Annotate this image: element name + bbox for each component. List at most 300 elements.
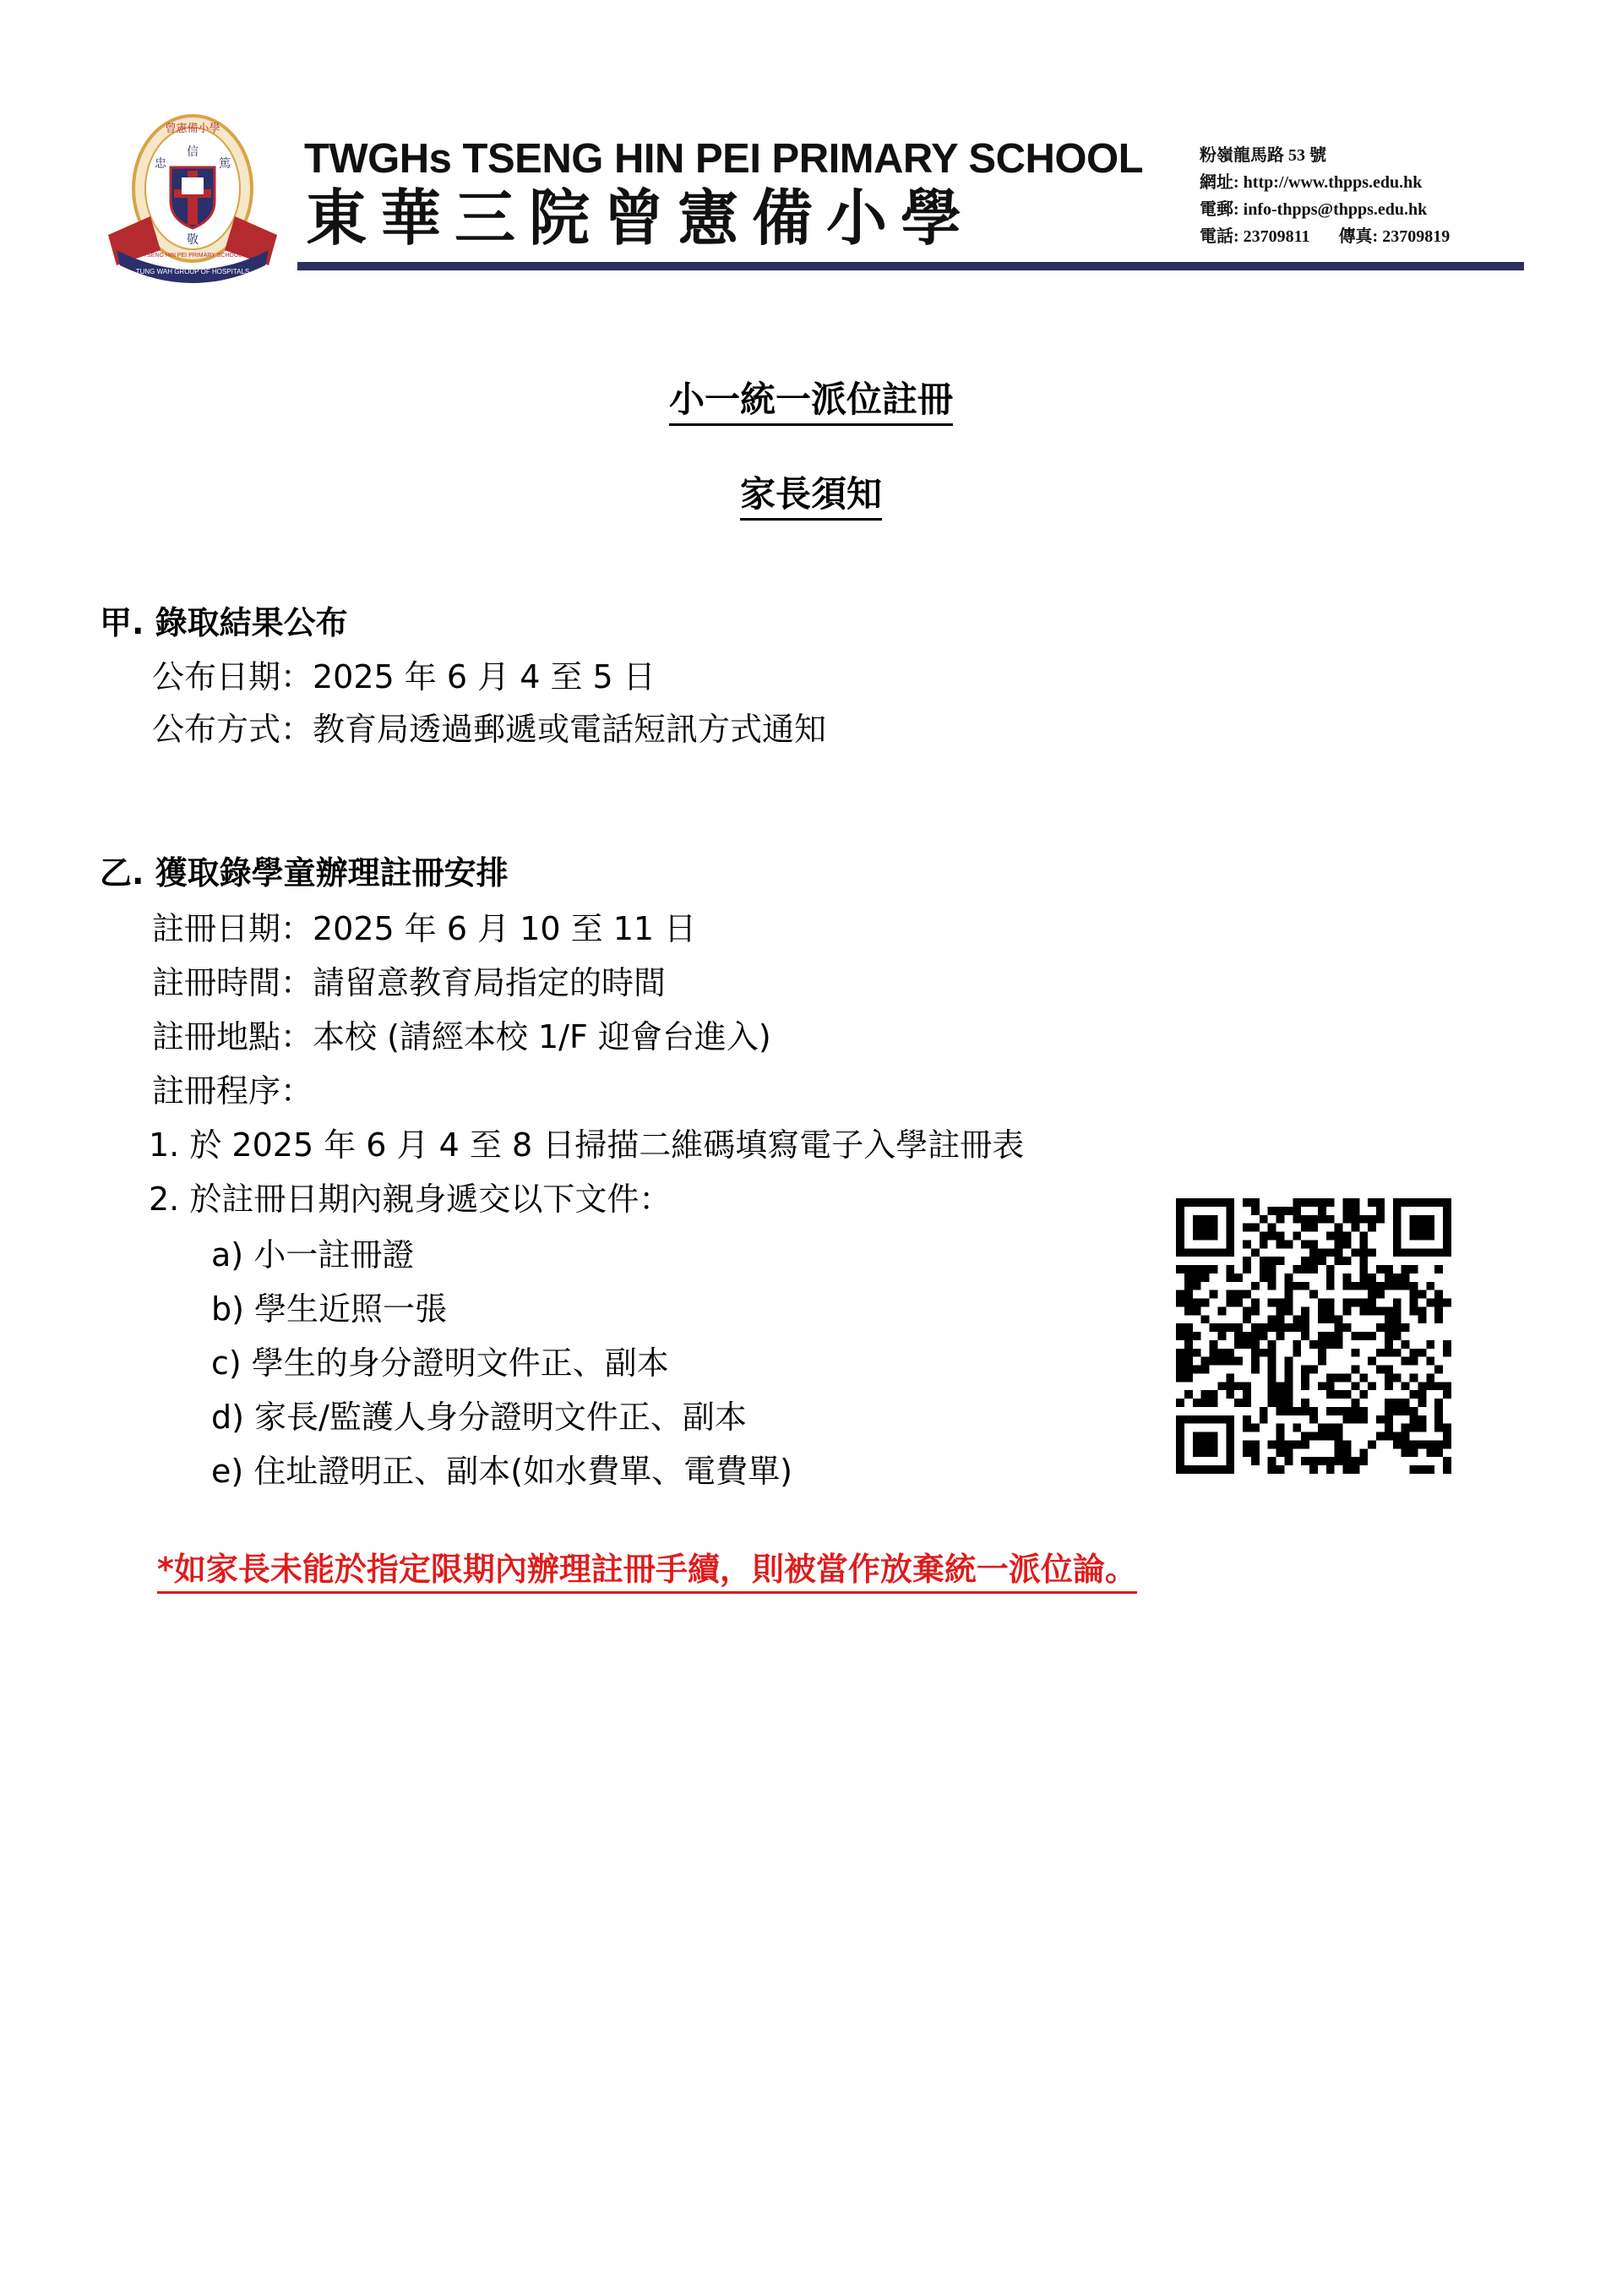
qr-module (1251, 1332, 1260, 1340)
qr-module (1443, 1232, 1451, 1241)
qr-module (1251, 1224, 1260, 1232)
qr-module (1284, 1366, 1293, 1374)
qr-module (1418, 1390, 1426, 1399)
qr-module (1201, 1432, 1210, 1441)
qr-module (1402, 1248, 1410, 1257)
crest-char-4: 敬 (187, 233, 199, 247)
qr-module (1243, 1240, 1251, 1248)
qr-module (1210, 1390, 1218, 1399)
qr-module (1426, 1282, 1434, 1290)
qr-module (1359, 1390, 1368, 1399)
qr-module (1284, 1282, 1293, 1290)
qr-module (1176, 1415, 1184, 1424)
qr-module (1343, 1373, 1352, 1382)
section-b-line: 註冊地點：本校 (請經本校 1/F 迎會台進入) (152, 1018, 771, 1055)
qr-module (1318, 1457, 1326, 1465)
qr-module (1260, 1273, 1268, 1282)
qr-module (1226, 1440, 1234, 1448)
section-a-line: 公布日期：2025 年 6 月 4 至 5 日 (152, 658, 656, 695)
qr-module (1309, 1265, 1318, 1273)
qr-module (1335, 1373, 1343, 1382)
qr-module (1210, 1415, 1218, 1424)
qr-module (1301, 1332, 1309, 1340)
qr-module (1243, 1390, 1251, 1399)
qr-module (1385, 1407, 1393, 1415)
page-subtitle (0, 466, 1622, 517)
qr-module (1201, 1440, 1210, 1448)
qr-module (1268, 1315, 1276, 1323)
qr-module (1276, 1440, 1285, 1448)
qr-module (1193, 1366, 1201, 1374)
qr-module (1351, 1366, 1359, 1374)
qr-module (1268, 1299, 1276, 1307)
qr-module (1193, 1440, 1201, 1448)
qr-module (1293, 1340, 1301, 1349)
qr-module (1385, 1399, 1393, 1407)
qr-module (1393, 1198, 1402, 1207)
qr-module (1193, 1432, 1201, 1441)
qr-module (1201, 1248, 1210, 1257)
qr-module (1268, 1340, 1276, 1349)
qr-module (1318, 1432, 1326, 1441)
qr-module (1243, 1382, 1251, 1390)
qr-module (1260, 1265, 1268, 1273)
qr-module (1343, 1232, 1352, 1241)
registration-qr-code (1176, 1198, 1451, 1474)
qr-module (1309, 1407, 1318, 1415)
qr-module (1251, 1340, 1260, 1349)
qr-module (1184, 1282, 1193, 1290)
qr-module (1434, 1265, 1443, 1273)
qr-module (1309, 1224, 1318, 1232)
qr-module (1326, 1407, 1335, 1415)
qr-module (1210, 1215, 1218, 1224)
qr-module (1393, 1315, 1402, 1323)
qr-module (1226, 1207, 1234, 1215)
qr-module (1335, 1332, 1343, 1340)
qr-module (1293, 1198, 1301, 1207)
qr-module (1376, 1349, 1385, 1357)
qr-module (1402, 1340, 1410, 1349)
qr-module (1276, 1424, 1285, 1432)
qr-module (1268, 1357, 1276, 1366)
qr-module (1184, 1390, 1193, 1399)
qr-module (1251, 1357, 1260, 1366)
qr-module (1184, 1415, 1193, 1424)
qr-module (1402, 1432, 1410, 1441)
qr-module (1368, 1273, 1376, 1282)
qr-module (1335, 1340, 1343, 1349)
qr-module (1385, 1415, 1393, 1424)
qr-module (1318, 1306, 1326, 1315)
qr-module (1393, 1248, 1402, 1257)
qr-module (1376, 1198, 1385, 1207)
qr-module (1251, 1440, 1260, 1448)
crest-banner-text: TUNG WAH GROUP OF HOSPITALS (135, 268, 250, 275)
qr-module (1176, 1448, 1184, 1457)
qr-module (1326, 1265, 1335, 1273)
qr-module (1284, 1273, 1293, 1282)
qr-module (1276, 1382, 1285, 1390)
qr-module (1260, 1232, 1268, 1241)
qr-module (1201, 1465, 1210, 1474)
qr-module (1443, 1299, 1451, 1307)
qr-module (1410, 1265, 1418, 1273)
qr-module (1234, 1299, 1243, 1307)
qr-module (1176, 1332, 1184, 1340)
qr-module (1309, 1457, 1318, 1465)
qr-module (1385, 1282, 1393, 1290)
qr-module (1226, 1198, 1234, 1207)
qr-module (1176, 1366, 1184, 1374)
qr-module (1326, 1424, 1335, 1432)
qr-module (1343, 1273, 1352, 1282)
qr-module (1376, 1323, 1385, 1332)
qr-module (1443, 1248, 1451, 1257)
qr-module (1309, 1198, 1318, 1207)
qr-module (1359, 1265, 1368, 1273)
qr-module (1393, 1273, 1402, 1282)
qr-module (1226, 1240, 1234, 1248)
qr-module (1326, 1465, 1335, 1474)
qr-module (1351, 1415, 1359, 1424)
qr-module (1201, 1273, 1210, 1282)
qr-module (1309, 1257, 1318, 1265)
qr-module (1410, 1373, 1418, 1382)
qr-module (1176, 1299, 1184, 1307)
qr-module (1217, 1357, 1226, 1366)
qr-module (1309, 1432, 1318, 1441)
qr-module (1434, 1415, 1443, 1424)
qr-module (1193, 1273, 1201, 1282)
qr-module (1276, 1315, 1285, 1323)
qr-module (1276, 1465, 1285, 1474)
qr-module (1226, 1415, 1234, 1424)
qr-module (1226, 1432, 1234, 1441)
qr-module (1251, 1306, 1260, 1315)
qr-module (1243, 1332, 1251, 1340)
qr-module (1284, 1440, 1293, 1448)
deadline-warning (157, 1543, 1137, 1590)
qr-module (1343, 1415, 1352, 1424)
qr-module (1318, 1424, 1326, 1432)
qr-module (1184, 1349, 1193, 1357)
qr-module (1359, 1232, 1368, 1241)
qr-module (1309, 1240, 1318, 1248)
qr-module (1268, 1366, 1276, 1374)
qr-module (1351, 1282, 1359, 1290)
qr-module (1210, 1290, 1218, 1299)
qr-module (1234, 1332, 1243, 1340)
procedure-step: 1. 於 2025 年 6 月 4 至 8 日掃描二維碼填寫電子入學註冊表 (149, 1126, 1025, 1164)
qr-module (1418, 1349, 1426, 1357)
qr-module (1426, 1215, 1434, 1224)
qr-module (1368, 1382, 1376, 1390)
qr-module (1234, 1290, 1243, 1299)
document-item: e) 住址證明正、副本(如水費單、電費單) (211, 1453, 792, 1490)
letterhead (0, 0, 1622, 287)
qr-module (1359, 1257, 1368, 1265)
qr-module (1243, 1424, 1251, 1432)
qr-module (1293, 1207, 1301, 1215)
qr-module (1318, 1340, 1326, 1349)
qr-module (1226, 1424, 1234, 1432)
qr-module (1184, 1465, 1193, 1474)
qr-module (1184, 1299, 1193, 1307)
qr-module (1326, 1198, 1335, 1207)
phone: 電話: 23709811 (1200, 227, 1310, 246)
qr-module (1284, 1382, 1293, 1390)
qr-module (1184, 1198, 1193, 1207)
crest-ring-text: TSENG HIN PEI PRIMARY SCHOOL (143, 253, 242, 259)
qr-module (1301, 1257, 1309, 1265)
qr-module (1426, 1340, 1434, 1349)
qr-module (1443, 1224, 1451, 1232)
qr-module (1402, 1273, 1410, 1282)
qr-module (1301, 1265, 1309, 1273)
section-a-heading: 甲. 錄取結果公布 (100, 604, 348, 641)
qr-module (1268, 1373, 1276, 1382)
qr-module (1351, 1399, 1359, 1407)
qr-module (1226, 1448, 1234, 1457)
qr-module (1276, 1257, 1285, 1265)
qr-module (1309, 1415, 1318, 1424)
qr-module (1226, 1465, 1234, 1474)
qr-module (1335, 1448, 1343, 1457)
qr-module (1176, 1290, 1184, 1299)
qr-module (1251, 1282, 1260, 1290)
qr-module (1284, 1373, 1293, 1382)
qr-module (1385, 1323, 1393, 1332)
qr-module (1326, 1340, 1335, 1349)
qr-module (1301, 1323, 1309, 1332)
qr-module (1359, 1282, 1368, 1290)
qr-module (1201, 1232, 1210, 1241)
qr-module (1210, 1323, 1218, 1332)
qr-module (1268, 1282, 1276, 1290)
qr-module (1343, 1457, 1352, 1465)
qr-module (1210, 1440, 1218, 1448)
qr-module (1434, 1299, 1443, 1307)
qr-module (1193, 1332, 1201, 1340)
qr-module (1184, 1323, 1193, 1332)
qr-module (1393, 1232, 1402, 1241)
qr-module (1443, 1432, 1451, 1441)
qr-module (1251, 1424, 1260, 1432)
qr-module (1418, 1198, 1426, 1207)
qr-module (1193, 1265, 1201, 1273)
qr-module (1276, 1407, 1285, 1415)
qr-module (1260, 1415, 1268, 1424)
qr-module (1217, 1306, 1226, 1315)
document-item: b) 學生近照一張 (211, 1290, 448, 1328)
school-name-chinese: 東華三院曾憲備小學 (306, 182, 976, 254)
qr-module (1402, 1198, 1410, 1207)
qr-module (1418, 1382, 1426, 1390)
qr-module (1226, 1373, 1234, 1382)
qr-module (1201, 1366, 1210, 1374)
qr-module (1268, 1265, 1276, 1273)
qr-module (1193, 1224, 1201, 1232)
qr-module (1301, 1240, 1309, 1248)
qr-module (1351, 1224, 1359, 1232)
qr-module (1393, 1215, 1402, 1224)
qr-module (1385, 1332, 1393, 1340)
qr-module (1359, 1457, 1368, 1465)
qr-module (1226, 1248, 1234, 1257)
qr-module (1351, 1349, 1359, 1357)
qr-module (1418, 1232, 1426, 1241)
qr-module (1284, 1357, 1293, 1366)
qr-module (1268, 1257, 1276, 1265)
qr-module (1359, 1407, 1368, 1415)
qr-module (1359, 1373, 1368, 1382)
school-crest-logo (100, 108, 286, 286)
qr-module (1184, 1290, 1193, 1299)
qr-module (1284, 1407, 1293, 1415)
qr-module (1385, 1306, 1393, 1315)
qr-module (1201, 1215, 1210, 1224)
qr-module (1326, 1315, 1335, 1323)
qr-module (1201, 1265, 1210, 1273)
page-subtitle-text: 家長須知 (740, 473, 882, 521)
qr-module (1434, 1306, 1443, 1315)
qr-module (1226, 1382, 1234, 1390)
qr-module (1268, 1207, 1276, 1215)
qr-module (1335, 1323, 1343, 1332)
document-item: c) 學生的身分證明文件正、副本 (211, 1344, 669, 1382)
qr-module (1176, 1323, 1184, 1332)
document-item: d) 家長/監護人身分證明文件正、副本 (211, 1399, 747, 1436)
qr-module (1326, 1457, 1335, 1465)
qr-module (1385, 1315, 1393, 1323)
qr-module (1385, 1340, 1393, 1349)
qr-module (1276, 1240, 1285, 1248)
qr-module (1359, 1332, 1368, 1340)
qr-module (1326, 1282, 1335, 1290)
qr-module (1410, 1290, 1418, 1299)
qr-module (1359, 1215, 1368, 1224)
qr-module (1318, 1215, 1326, 1224)
qr-module (1201, 1357, 1210, 1366)
qr-module (1251, 1349, 1260, 1357)
qr-module (1359, 1306, 1368, 1315)
qr-module (1301, 1306, 1309, 1315)
qr-module (1176, 1232, 1184, 1241)
qr-module (1243, 1440, 1251, 1448)
qr-module (1284, 1299, 1293, 1307)
qr-module (1284, 1290, 1293, 1299)
qr-module (1376, 1290, 1385, 1299)
qr-module (1426, 1198, 1434, 1207)
qr-module (1318, 1257, 1326, 1265)
qr-module (1410, 1390, 1418, 1399)
qr-module (1201, 1448, 1210, 1457)
qr-module (1210, 1265, 1218, 1273)
qr-module (1293, 1424, 1301, 1432)
qr-module (1176, 1349, 1184, 1357)
qr-module (1293, 1323, 1301, 1332)
qr-module (1301, 1373, 1309, 1382)
qr-module (1335, 1257, 1343, 1265)
qr-module (1193, 1415, 1201, 1424)
qr-module (1217, 1382, 1226, 1390)
qr-module (1301, 1224, 1309, 1232)
qr-module (1309, 1465, 1318, 1474)
qr-module (1201, 1224, 1210, 1232)
qr-module (1301, 1198, 1309, 1207)
qr-module (1301, 1382, 1309, 1390)
qr-module (1335, 1240, 1343, 1248)
qr-module (1376, 1366, 1385, 1374)
qr-module (1368, 1357, 1376, 1366)
qr-module (1418, 1440, 1426, 1448)
qr-module (1176, 1207, 1184, 1215)
qr-module (1301, 1457, 1309, 1465)
qr-module (1318, 1248, 1326, 1257)
email: 電郵: info-thpps@thpps.edu.hk (1200, 200, 1428, 219)
qr-module (1276, 1448, 1285, 1457)
qr-module (1243, 1315, 1251, 1323)
qr-module (1351, 1465, 1359, 1474)
qr-module (1210, 1224, 1218, 1232)
qr-module (1193, 1232, 1201, 1241)
qr-module (1260, 1349, 1268, 1357)
qr-module (1343, 1448, 1352, 1457)
qr-module (1393, 1349, 1402, 1357)
qr-module (1343, 1240, 1352, 1248)
qr-module (1410, 1415, 1418, 1424)
qr-module (1418, 1315, 1426, 1323)
qr-module (1385, 1373, 1393, 1382)
qr-module (1260, 1407, 1268, 1415)
qr-module (1210, 1198, 1218, 1207)
qr-module (1176, 1373, 1184, 1382)
qr-module (1301, 1407, 1309, 1415)
qr-module (1243, 1265, 1251, 1273)
qr-module (1376, 1432, 1385, 1441)
qr-module (1343, 1407, 1352, 1415)
qr-module (1393, 1432, 1402, 1441)
document-item: a) 小一註冊證 (211, 1236, 415, 1273)
qr-module (1276, 1207, 1285, 1215)
qr-module (1284, 1448, 1293, 1457)
qr-module (1426, 1465, 1434, 1474)
qr-module (1184, 1357, 1193, 1366)
qr-module (1293, 1315, 1301, 1323)
qr-module (1210, 1349, 1218, 1357)
qr-module (1402, 1282, 1410, 1290)
qr-module (1326, 1382, 1335, 1390)
qr-module (1410, 1440, 1418, 1448)
qr-module (1385, 1382, 1393, 1390)
qr-module (1301, 1215, 1309, 1224)
qr-module (1276, 1332, 1285, 1340)
qr-module (1318, 1198, 1326, 1207)
qr-module (1276, 1432, 1285, 1441)
qr-module (1393, 1332, 1402, 1340)
qr-module (1226, 1390, 1234, 1399)
qr-module (1293, 1265, 1301, 1273)
qr-module (1260, 1332, 1268, 1340)
qr-module (1226, 1290, 1234, 1299)
qr-module (1343, 1257, 1352, 1265)
qr-module (1260, 1215, 1268, 1224)
qr-module (1309, 1290, 1318, 1299)
qr-module (1393, 1282, 1402, 1290)
qr-module (1193, 1248, 1201, 1257)
qr-module (1318, 1357, 1326, 1366)
